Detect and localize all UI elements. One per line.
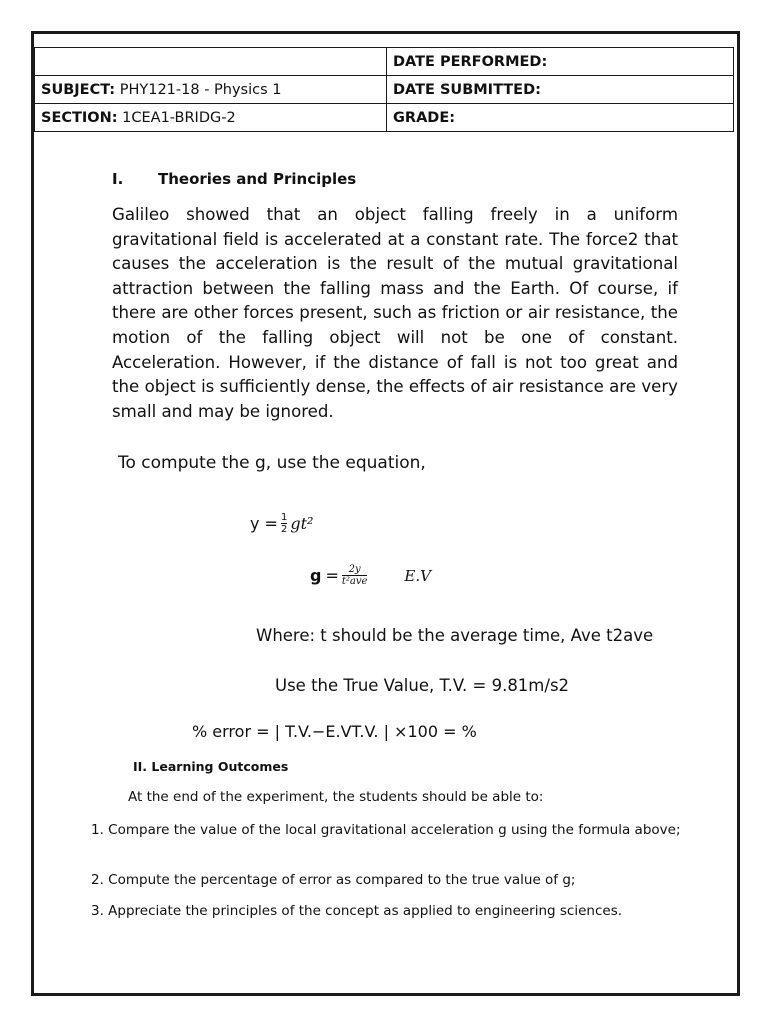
subject-label: SUBJECT:: [41, 81, 116, 98]
date-performed-label: DATE PERFORMED:: [393, 53, 548, 70]
header-row: [35, 104, 734, 132]
grade-cell[interactable]: [387, 104, 734, 132]
section-label: SECTION:: [41, 109, 118, 126]
equation-1-numerator: 1: [280, 512, 288, 523]
equation-1-fraction: [281, 512, 287, 535]
true-value-text: Use the True Value, T.V. = 9.81m/s2: [275, 676, 570, 695]
section-value: 1CEA1-BRIDG-2: [117, 109, 236, 126]
equation-1-rhs: gt²: [290, 514, 314, 533]
equation-1-denominator: 2: [280, 524, 288, 535]
section-cell: [35, 104, 387, 132]
list-item: 3. Appreciate the principles of the concept as applied to engineering sciences.: [91, 903, 623, 919]
section-1-number: I.: [112, 170, 124, 188]
where-text: Where: t should be the average time, Ave t2ave: [256, 626, 654, 645]
theory-paragraph: Galileo showed that an object falling freely in a uniform gravitational field is accelerated at a constant rate. The force2 that causes the acceleration is the result of the mutual gravitational attraction between the falling mass and the Earth. Of course, if there are other forces present, such as friction or air resistance, the motion of the falling object will not be one of constant. Acceleration. However, if the distance of fall is not too great and the object is sufficiently dense, the effects of air resistance are very small and may be ignored.: [112, 205, 678, 421]
section-2-heading: II. Learning Outcomes: [133, 759, 289, 774]
outcomes-intro-text: At the end of the experiment, the students should be able to:: [128, 789, 544, 805]
equation-2-lhs: g: [310, 566, 322, 585]
equation-displacement: [250, 512, 313, 535]
equation-2-denominator: t²ave: [341, 576, 368, 587]
header-row: [35, 76, 734, 104]
date-submitted-cell[interactable]: [387, 76, 734, 104]
compute-intro-text: To compute the g, use the equation,: [118, 453, 426, 473]
header-info-table: [34, 47, 734, 132]
equation-2-suffix: E.V: [404, 566, 431, 585]
percent-error-formula: % error = | T.V.−E.VT.V. | ×100 = %: [192, 722, 477, 741]
section-1-title: Theories and Principles: [158, 170, 357, 188]
equation-gravity: [310, 564, 431, 587]
list-item: 2. Compute the percentage of error as compared to the true value of g;: [91, 872, 576, 888]
subject-cell: [35, 76, 387, 104]
equation-2-fraction: [342, 564, 368, 587]
equation-2-numerator: 2y: [348, 564, 361, 575]
date-performed-cell[interactable]: [387, 48, 734, 76]
equation-1-lhs: y =: [250, 514, 278, 533]
equation-2-equals: =: [325, 566, 339, 585]
header-row: [35, 48, 734, 76]
list-item: 1. Compare the value of the local gravitational acceleration g using the formula above;: [91, 822, 681, 838]
header-empty-cell: [35, 48, 387, 76]
date-submitted-label: DATE SUBMITTED:: [393, 81, 541, 98]
grade-label: GRADE:: [393, 109, 456, 126]
subject-value: PHY121-18 - Physics 1: [115, 81, 282, 98]
section-1-heading: [112, 170, 356, 188]
